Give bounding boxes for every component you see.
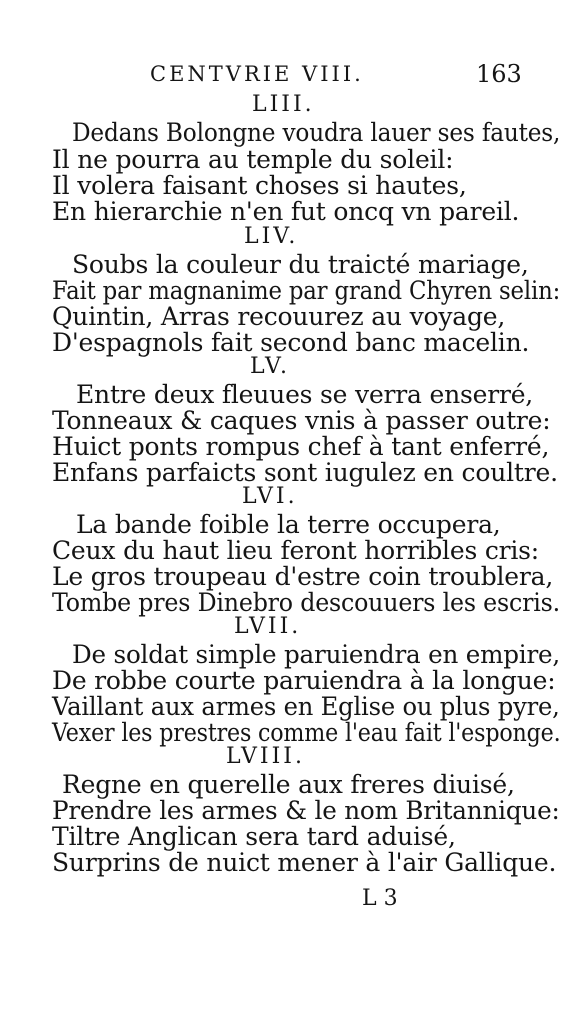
verse-line: Tombe pres Dinebro descouuers les escris. xyxy=(52,588,560,617)
verse-line: Regne en querelle aux freres diuisé, xyxy=(62,770,515,799)
verse-line: Fait par magnanime par grand Chyren selin: xyxy=(52,276,561,305)
verse-line: Huict ponts rompus chef à tant enferré, xyxy=(52,432,550,461)
verse-line: De soldat simple paruiendra en empire, xyxy=(72,640,561,669)
verse-line: Ceux du haut lieu feront horribles cris: xyxy=(52,536,540,565)
verse-line: Quintin, Arras recouurez au voyage, xyxy=(52,302,506,331)
signature-mark: L 3 xyxy=(362,886,398,911)
verse-line: Il volera faisant choses si hautes, xyxy=(52,171,467,200)
verse-line: Enfans parfaicts sont iugulez en coultre. xyxy=(52,458,558,487)
verse-line: D'espagnols fait second banc macelin. xyxy=(52,328,530,357)
verse-line: De robbe courte paruiendra à la longue: xyxy=(52,666,556,695)
running-title: CENTVRIE VIII. xyxy=(150,62,364,86)
quatrain-number-57: LVII. xyxy=(234,614,302,639)
verse-line: Vaillant aux armes en Eglise ou plus pyre, xyxy=(52,692,560,721)
page-number: 163 xyxy=(476,60,522,88)
quatrain-number-55: LV. xyxy=(250,354,291,379)
verse-line: En hierarchie n'en fut oncq vn pareil. xyxy=(52,197,520,226)
verse-line: Tonneaux & caques vnis à passer outre: xyxy=(52,406,551,435)
quatrain-number-58: LVIII. xyxy=(226,744,305,769)
verse-line: Surprins de nuict mener à l'air Gallique. xyxy=(52,848,557,877)
quatrain-number-56: LVI. xyxy=(242,484,298,509)
verse-line: Vexer les prestres comme l'eau fait l'esponge. xyxy=(52,718,561,747)
verse-line: Entre deux fleuues se verra enserré, xyxy=(76,380,534,409)
verse-line: Le gros troupeau d'estre coin troublera, xyxy=(52,562,554,591)
verse-line: Soubs la couleur du traicté mariage, xyxy=(72,250,529,279)
verse-line: Prendre les armes & le nom Britannique: xyxy=(52,796,560,825)
verse-line: Il ne pourra au temple du soleil: xyxy=(52,145,454,174)
verse-line: La bande foible la terre occupera, xyxy=(76,510,501,539)
quatrain-number-53: LIII. xyxy=(252,92,315,117)
verse-line: Tiltre Anglican sera tard aduisé, xyxy=(52,822,456,851)
quatrain-number-54: LIV. xyxy=(244,224,299,249)
verse-line: Dedans Bolongne voudra lauer ses fautes, xyxy=(72,118,561,147)
